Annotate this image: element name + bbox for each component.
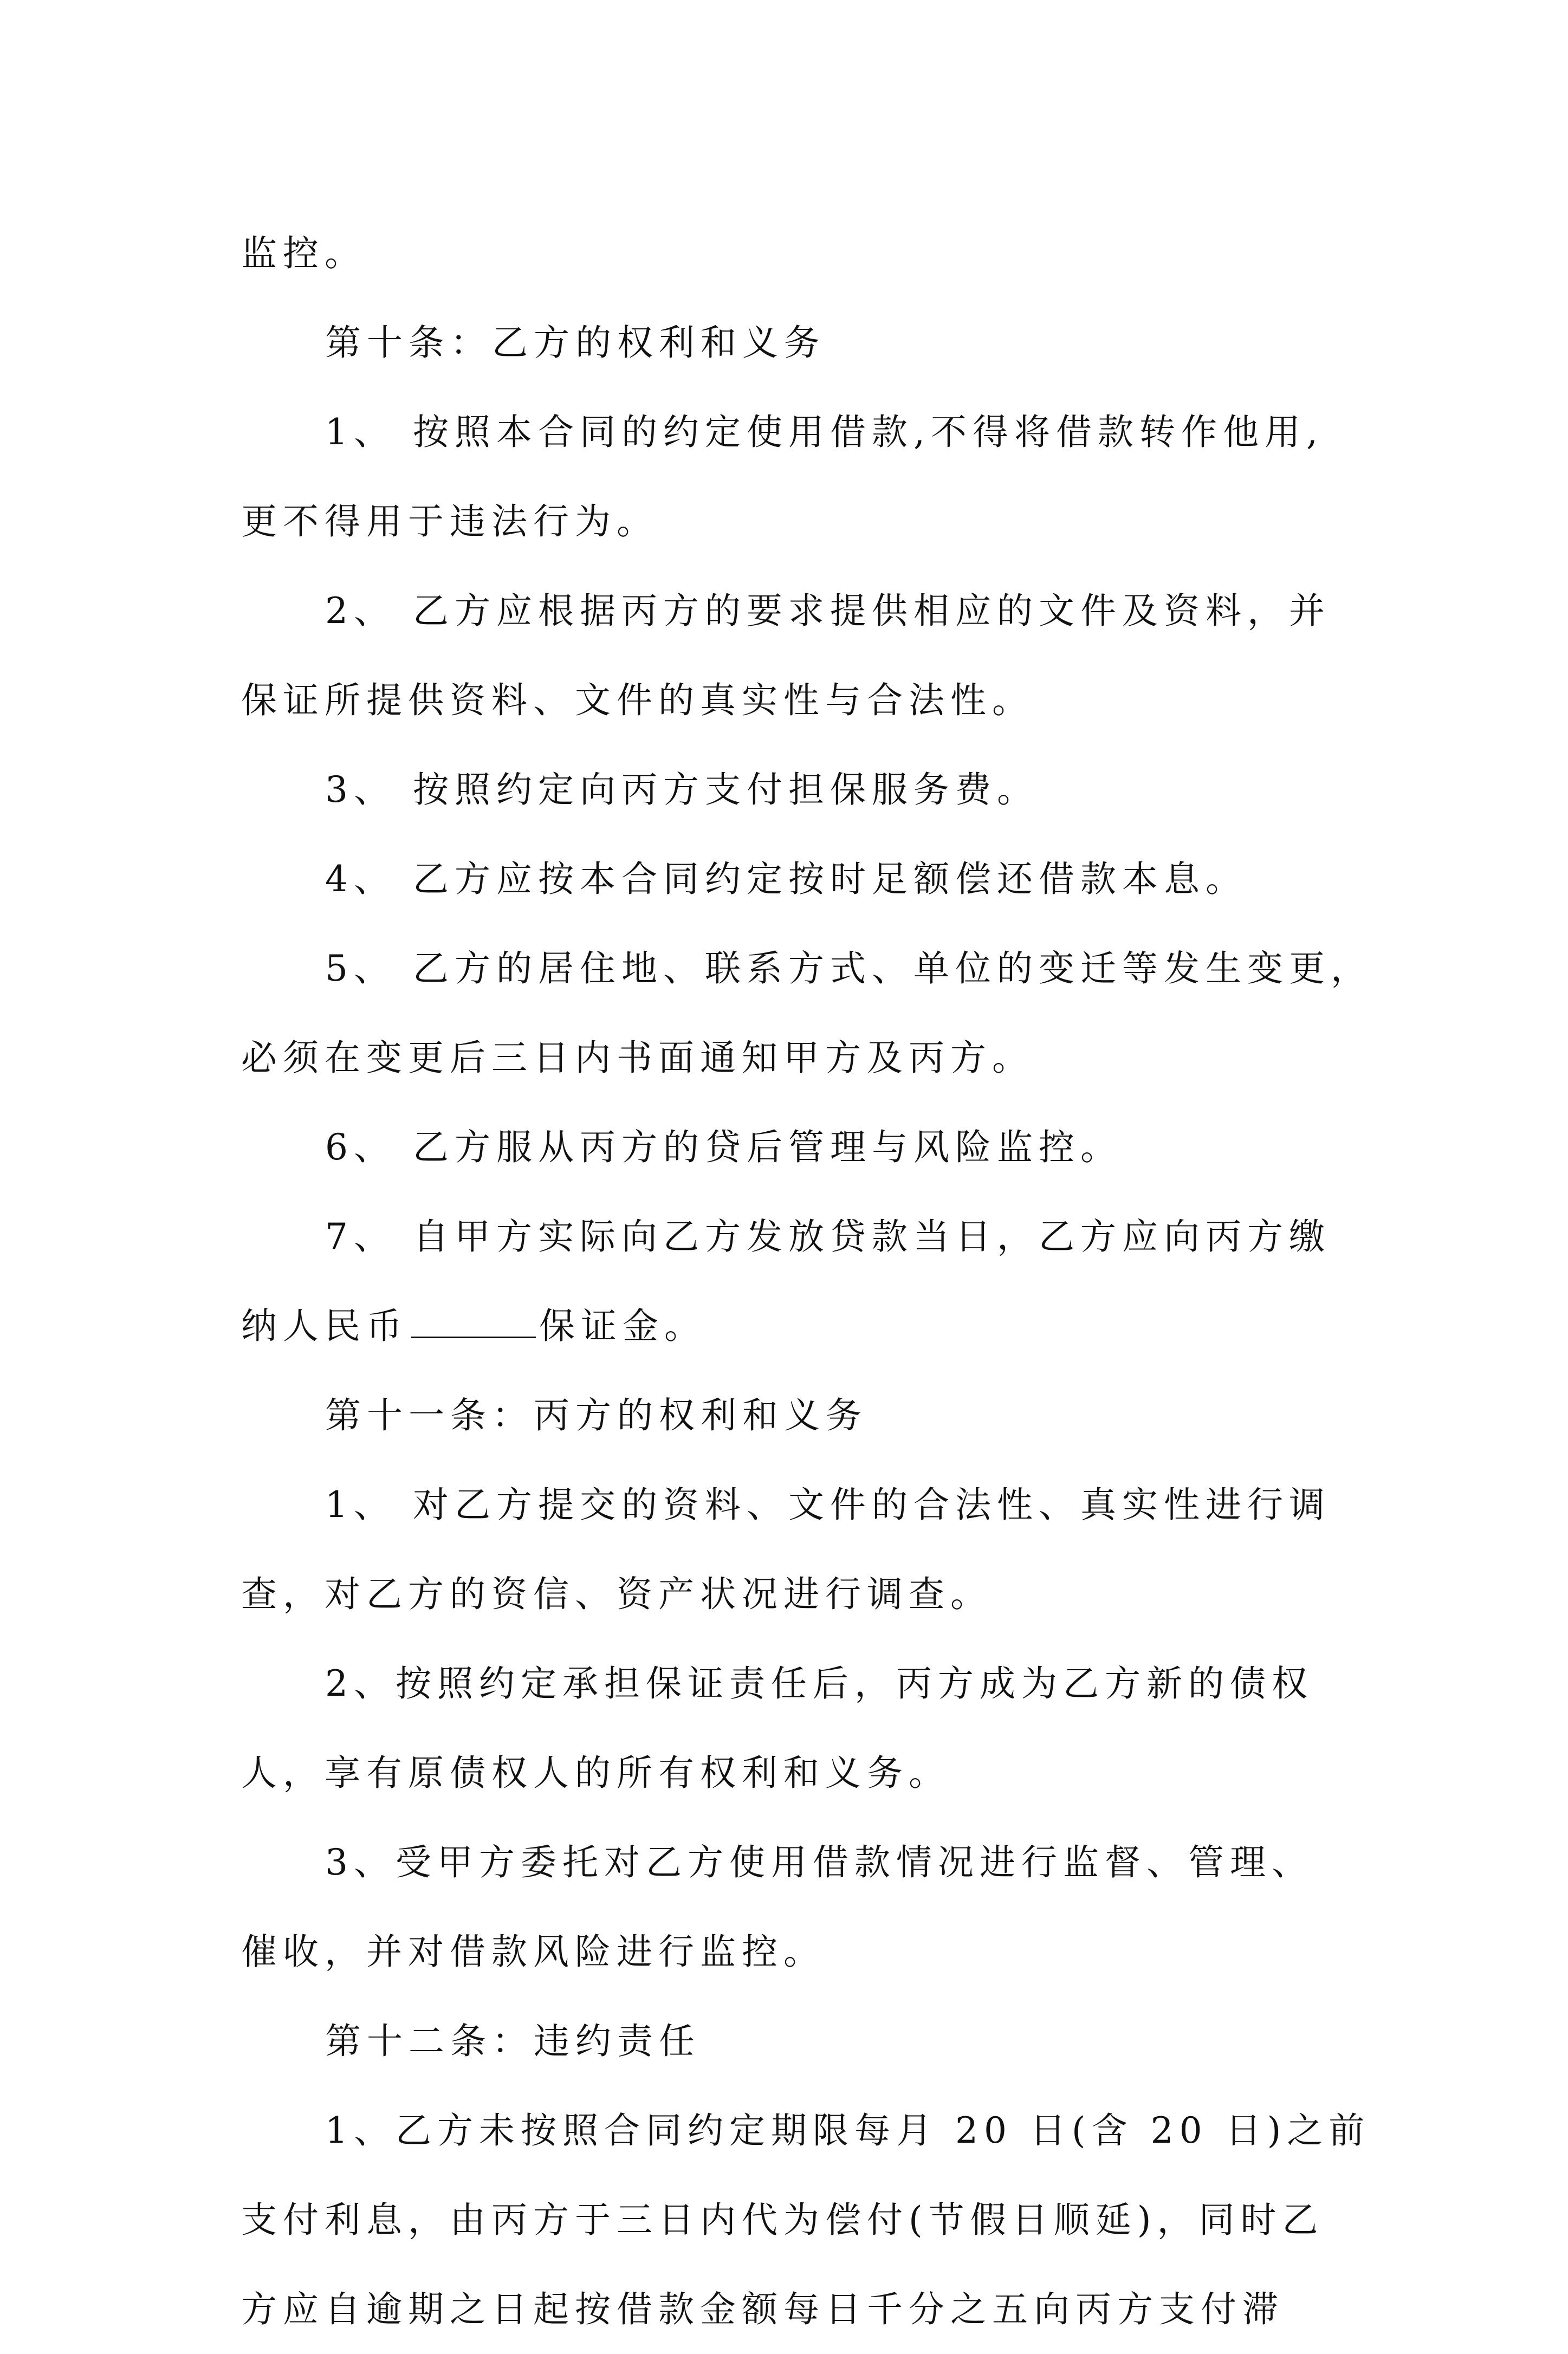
text-line: 保证所提供资料、文件的真实性与合法性。 bbox=[241, 679, 1034, 721]
text-line: 监控。 bbox=[241, 232, 366, 274]
text-line: 更不得用于违法行为。 bbox=[241, 501, 658, 542]
text-line: 必须在变更后三日内书面通知甲方及丙方。 bbox=[241, 1037, 1034, 1079]
text-line: 1、乙方未按照合同约定期限每月 20 日(含 20 日)之前 bbox=[325, 2110, 1371, 2151]
text-fragment: 保证金。 bbox=[539, 1305, 706, 1347]
text-line: 查，对乙方的资信、资产状况进行调查。 bbox=[241, 1573, 992, 1615]
text-line: 催收，并对借款风险进行监控。 bbox=[241, 1931, 825, 1973]
text-line: 5、 乙方的居住地、联系方式、单位的变迁等发生变更， bbox=[325, 948, 1372, 989]
fill-in-blank bbox=[411, 1306, 536, 1338]
text-line: 人，享有原债权人的所有权利和义务。 bbox=[241, 1752, 950, 1794]
text-line: 3、受甲方委托对乙方使用借款情况进行监督、管理、 bbox=[325, 1841, 1313, 1883]
text-line: 1、 对乙方提交的资料、文件的合法性、真实性进行调 bbox=[325, 1484, 1331, 1526]
section-heading: 第十一条：丙方的权利和义务 bbox=[325, 1395, 867, 1436]
document-page bbox=[241, 209, 1372, 2354]
text-line: 7、 自甲方实际向乙方发放贷款当日，乙方应向丙方缴 bbox=[325, 1216, 1331, 1257]
text-line: 方应自逾期之日起按借款金额每日千分之五向丙方支付滞 bbox=[241, 2288, 1284, 2330]
text-fragment: 纳人民币 bbox=[241, 1305, 408, 1347]
text-line: 4、 乙方应按本合同约定按时足额偿还借款本息。 bbox=[325, 858, 1247, 900]
text-line: 3、 按照约定向丙方支付担保服务费。 bbox=[325, 769, 1039, 810]
section-heading: 第十条：乙方的权利和义务 bbox=[325, 322, 826, 364]
text-line: 1、 按照本合同的约定使用借款,不得将借款转作他用, bbox=[325, 411, 1324, 453]
text-line: 2、 乙方应根据丙方的要求提供相应的文件及资料，并 bbox=[325, 590, 1331, 632]
text-line: 6、 乙方服从丙方的贷后管理与风险监控。 bbox=[325, 1126, 1122, 1168]
text-line: 支付利息，由丙方于三日内代为偿付(节假日顺延)，同时乙 bbox=[241, 2199, 1324, 2241]
section-heading: 第十二条：违约责任 bbox=[325, 2020, 701, 2062]
text-line-with-blank bbox=[241, 1281, 1336, 1371]
text-line: 2、按照约定承担保证责任后，丙方成为乙方新的债权 bbox=[325, 1663, 1313, 1704]
